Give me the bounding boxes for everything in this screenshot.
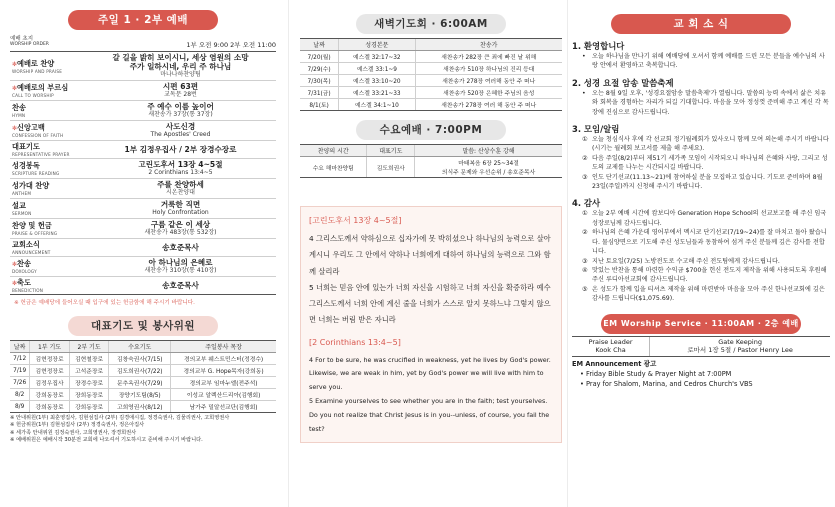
table-cell: 고희영권사(8/12) bbox=[109, 401, 171, 413]
order-label-en: WORSHIP AND PRAISE bbox=[12, 68, 63, 74]
order-title: 시편 63편 bbox=[162, 82, 199, 91]
note-line: ※ 예배위원은 예배시작 30분전 교회에 나오셔서 기도하시고 준비해 주시기 바랍니다. bbox=[10, 436, 203, 443]
news-item bbox=[582, 154, 830, 173]
table-cell: 새찬송가 282장 큰 죄에 빠진 날 위해 bbox=[415, 51, 562, 63]
order-label bbox=[10, 81, 85, 101]
note-line: ※ 세가족 안내위원 김정숙권사, 고희영권사, 장경희권사 bbox=[10, 429, 137, 436]
praise-team: 수요 해마찬양팀 bbox=[300, 157, 367, 178]
em-service-title: EM Worship Service · 11:00AM · 2층 예배실 bbox=[601, 314, 801, 334]
news-item bbox=[582, 173, 830, 192]
table-cell: 8/2 bbox=[10, 389, 30, 401]
table-cell: 장양기도팀(8/5) bbox=[109, 389, 171, 401]
bullet-icon: • bbox=[580, 379, 586, 388]
news-list bbox=[572, 52, 830, 71]
bullet-icon: ② bbox=[582, 229, 588, 237]
column-header: 성경본문 bbox=[339, 39, 415, 51]
table-cell: 8/1(토) bbox=[300, 99, 339, 111]
order-subtitle: 새찬송가 483장(통 532장) bbox=[144, 229, 217, 236]
table-cell: 경의교부 웨스트민스터(정경수) bbox=[171, 353, 276, 365]
table-row bbox=[10, 401, 276, 413]
em-announcements bbox=[572, 359, 830, 389]
table-cell: 새찬송가 520장 은혜한 주님의 음성 bbox=[415, 87, 562, 99]
order-content bbox=[85, 81, 276, 101]
table-cell: 예스겔 32:17~32 bbox=[339, 51, 415, 63]
order-title: 사도신경 bbox=[165, 122, 196, 131]
standing-mark-icon: ✻ bbox=[12, 60, 18, 68]
order-label-text: 예배로의 부르심 bbox=[17, 83, 69, 92]
verse-ko: 5 너희는 믿음 안에 있는가 너희 자신을 시험하고 너희 자신을 확증하라 예수 그리스도께서 너희 안에 계신 줄을 너희가 스스로 알지 못하느냐 그렇지 않으면 너희는 버림 받은 자니라 bbox=[309, 282, 551, 325]
table-cell: 7/30(목) bbox=[300, 75, 339, 87]
order-content bbox=[85, 101, 276, 121]
order-content bbox=[85, 277, 276, 295]
order-label-ko bbox=[12, 201, 83, 211]
order-label-text: 찬송 bbox=[17, 259, 31, 268]
column-header: 말씀: 산상수훈 강해 bbox=[415, 145, 562, 157]
bullet-icon: ① bbox=[582, 136, 588, 144]
order-label-en: CALL TO WORSHIP bbox=[12, 93, 54, 98]
em-announcement-item bbox=[572, 369, 830, 379]
em-announcement-text: Friday Bible Study & Prayer Night at 7:00PM bbox=[586, 369, 732, 378]
em-cell-value: Kook Cha bbox=[595, 346, 626, 355]
order-label bbox=[10, 141, 85, 159]
column-header: 날짜 bbox=[300, 39, 339, 51]
worship-order-row bbox=[10, 257, 276, 277]
order-content bbox=[85, 179, 276, 199]
news-item bbox=[582, 285, 830, 304]
column-header: 찬양의 시간 bbox=[300, 145, 367, 157]
news-item bbox=[582, 257, 830, 266]
order-subtitle: 새찬송가 310장(통 410장) bbox=[144, 267, 217, 274]
order-subtitle: 시온찬양대 bbox=[166, 189, 195, 196]
em-cell-label: Praise Leader bbox=[588, 337, 633, 346]
table-row bbox=[300, 87, 562, 99]
news-list bbox=[572, 209, 830, 303]
order-content bbox=[85, 52, 276, 81]
table-cell: 김도희권사(7/22) bbox=[109, 365, 171, 377]
order-label-text: 교회소식 bbox=[12, 240, 40, 249]
worship-order-row bbox=[10, 101, 276, 121]
column-header: 날짜 bbox=[10, 341, 30, 353]
column-header: 찬송가 bbox=[415, 39, 562, 51]
sermon-info bbox=[415, 157, 562, 178]
news-list bbox=[572, 89, 830, 117]
standing-mark-icon: ✻ bbox=[12, 280, 18, 287]
scripture-ref-en: [2 Corinthians 13:4~5] bbox=[309, 338, 401, 348]
table-cell: 7/12 bbox=[10, 353, 30, 365]
order-content bbox=[85, 239, 276, 257]
table-cell: 김현정장로 bbox=[30, 365, 70, 377]
order-subtitle: 2 Corinthians 13:4~5 bbox=[148, 169, 213, 176]
order-label-ko bbox=[12, 83, 83, 93]
table-row bbox=[300, 99, 562, 111]
leader-small: 예배 초지 bbox=[10, 36, 34, 42]
em-cell bbox=[650, 336, 830, 356]
worship-order-row bbox=[10, 141, 276, 159]
table-cell: 8/9 bbox=[10, 401, 30, 413]
order-content bbox=[85, 121, 276, 141]
em-announcement-heading: EM Announcement 광고 bbox=[572, 359, 657, 368]
roster-title: 대표기도 및 봉사위원 bbox=[68, 316, 218, 336]
order-label-en: HYMN bbox=[12, 113, 26, 118]
table-cell: 7/29(수) bbox=[300, 63, 339, 75]
verse-en: 4 For to be sure, he was crucified in weakness, yet he lives by God's power. Likewise, we are weak in him, yet by God's power we will live with him to serve you. bbox=[309, 355, 551, 392]
prayer-leader: 김도희권사 bbox=[367, 157, 415, 178]
news-item-text: 하나님의 은혜 가운데 영어부에서 멕시코 단기선교(7/19~24)를 잘 마치고 돌아 왔습니다. 물심양면으로 기도해 주신 성도님들과 동참하여 섬겨 주신 분들께 깊은 감사를 전합니다. bbox=[592, 229, 827, 256]
order-title: 1부 김정우집사 / 2부 장경수장로 bbox=[124, 145, 237, 154]
order-subtitle: 새찬송가 37장(통 37장) bbox=[148, 111, 213, 118]
verses-korean bbox=[309, 231, 553, 328]
table-cell: 장경수장로 bbox=[69, 377, 109, 389]
church-news bbox=[572, 40, 830, 304]
news-item bbox=[582, 135, 830, 154]
order-label-en: ANTHEM bbox=[12, 191, 32, 196]
worship-order-row bbox=[10, 121, 276, 141]
em-cell-value: 로마서 1장 5절 / Pastor Henry Lee bbox=[687, 346, 793, 355]
column-header: 주일봉사 목장 bbox=[171, 341, 276, 353]
worship-order-header bbox=[10, 34, 276, 49]
order-title-2: 주가 일하시네, 우리 주 하나님 bbox=[129, 62, 232, 71]
fold-line-left bbox=[288, 0, 289, 507]
order-label bbox=[10, 199, 85, 219]
order-label bbox=[10, 121, 85, 141]
service-times: 1부 오전 9:00 2부 오전 11:00 bbox=[186, 41, 276, 49]
order-label-ko bbox=[12, 181, 83, 191]
sermon-passage: 마태복음 6장 25~34절 bbox=[458, 161, 519, 167]
news-item bbox=[582, 228, 830, 256]
order-content bbox=[85, 257, 276, 277]
order-label-ko bbox=[12, 142, 83, 152]
table-cell: 예스겔 33:1~9 bbox=[339, 63, 415, 75]
scripture-box bbox=[300, 206, 562, 443]
news-list bbox=[572, 135, 830, 191]
order-content bbox=[85, 159, 276, 179]
order-subtitle: 마나나하찬양팀 bbox=[160, 71, 201, 78]
order-title: 송호준목사 bbox=[162, 281, 199, 290]
order-label-en: ANNOUNCEMENT bbox=[12, 250, 51, 255]
news-item-text: 오늘 2부 예배 시간에 캄보디아 Generation Hope School의 선교보고를 해 주신 임국성장로님께 감사드립니다. bbox=[592, 210, 827, 227]
table-cell: 7/26 bbox=[10, 377, 30, 389]
order-label bbox=[10, 219, 85, 239]
news-item bbox=[582, 52, 830, 71]
order-label bbox=[10, 239, 85, 257]
worship-order-row bbox=[10, 81, 276, 101]
news-column bbox=[572, 0, 830, 507]
order-label-text: 설교 bbox=[12, 201, 26, 210]
order-label bbox=[10, 159, 85, 179]
table-cell: 김현철장로 bbox=[69, 353, 109, 365]
worship-order-label: WORSHIP ORDER bbox=[10, 42, 49, 47]
bullet-icon: ③ bbox=[582, 257, 588, 265]
order-subtitle: 교독문 28번 bbox=[164, 91, 197, 98]
order-label-ko bbox=[12, 103, 83, 113]
news-item-text: 다음 주일(8/2)부터 제51기 세가족 모임이 시작되오니 하나님의 은혜와 사랑, 그리고 성도의 교제를 나누는 시간되시길 바랍니다. bbox=[592, 154, 828, 172]
order-title: 구름 같은 이 세상 bbox=[150, 220, 211, 229]
note-line: ※ 헌금위원(1부) 김현섬집사 (2부) 정경숙권사, 정은아집사 bbox=[10, 422, 145, 429]
table-row bbox=[300, 75, 562, 87]
bullet-icon: ③ bbox=[582, 173, 588, 181]
table-cell: 7/20(월) bbox=[300, 51, 339, 63]
worship-order-table bbox=[10, 51, 276, 295]
table-row bbox=[300, 157, 562, 178]
table-cell: 새찬송가 510장 하나님의 진리 등대 bbox=[415, 63, 562, 75]
news-item-text: 온 성도가 함께 입을 티셔츠 제작을 위해 마련받아 마음을 모아 주신 한나선교회에 깊은 감사를 드립니다($1,075.69). bbox=[592, 285, 825, 303]
news-section-heading: 1. 환영합니다 bbox=[572, 41, 625, 51]
note-line: ※ 안내위원(1부) 최훈영집사, 김현섬집사 (2부) 김경애시집, 정경숙권사, 김물리권사, 고희영권사 bbox=[10, 415, 230, 421]
worship-column bbox=[10, 0, 276, 507]
order-content bbox=[85, 199, 276, 219]
table-row bbox=[10, 353, 276, 365]
standing-mark-icon: ✻ bbox=[12, 85, 18, 92]
bullet-icon: ④ bbox=[582, 266, 588, 274]
table-cell: 문추옥권사(7/29) bbox=[109, 377, 171, 389]
bullet-icon: • bbox=[580, 369, 586, 378]
bullet-icon: • bbox=[582, 89, 586, 97]
order-label-ko bbox=[12, 259, 83, 269]
order-label bbox=[10, 52, 85, 81]
table-cell: 고석준장로 bbox=[69, 365, 109, 377]
wednesday-title: 수요예배 · 7:00PM bbox=[356, 120, 506, 140]
column-header: 1부 기도 bbox=[30, 341, 70, 353]
table-cell: 예스겔 34:1~10 bbox=[339, 99, 415, 111]
order-label bbox=[10, 179, 85, 199]
order-label-text: 예배로 찬양 bbox=[17, 58, 55, 68]
table-row bbox=[300, 63, 562, 75]
prayer-scripture-column bbox=[300, 0, 562, 507]
order-label-en: SCRIPTURE READING bbox=[12, 171, 60, 176]
table-cell: 새찬송가 278장 여러 해 동안 주 떠나 bbox=[415, 99, 562, 111]
table-cell: 경의교부 임마누엘(전주석) bbox=[171, 377, 276, 389]
order-label-text: 성가대 찬양 bbox=[12, 181, 50, 190]
order-label-ko bbox=[12, 278, 83, 288]
order-label-en: REPRESENTATIVE PRAYER bbox=[12, 152, 70, 157]
order-title: 거룩한 직면 bbox=[160, 200, 201, 209]
worship-order-row bbox=[10, 239, 276, 257]
order-label-text: 축도 bbox=[17, 278, 31, 287]
order-label-en: PRAISE & OFFERING bbox=[12, 231, 58, 236]
table-header bbox=[300, 39, 562, 51]
news-item bbox=[582, 266, 830, 285]
standing-mark-icon: ✻ bbox=[12, 125, 18, 132]
order-label bbox=[10, 101, 85, 121]
worship-order-row bbox=[10, 277, 276, 295]
news-title: 교 회 소 식 bbox=[611, 14, 791, 34]
news-item-text: 오늘 하나님을 만나기 위해 예배당에 오셔서 함께 예배를 드린 모든 분들을 예수님의 사랑 안에서 환영하고 축복합니다. bbox=[592, 53, 825, 70]
verse-en: 5 Examine yourselves to see whether you are in the faith; test yourselves. Do you not realize that Christ Jesus is in you--unless, of course, you fail the test? bbox=[309, 397, 550, 433]
worship-order-row bbox=[10, 199, 276, 219]
table-cell: 이성교 알렉산드리아(김행회) bbox=[171, 389, 276, 401]
table-header bbox=[10, 341, 276, 353]
news-item-text: 오늘 청심식사 후에 각 선교회 정기월례회가 있사오니 함께 모여 의논해 주시기 바랍니다(시기는 월례회 보고서를 제출 해 주세요). bbox=[592, 136, 829, 153]
table-cell: 강희동장로 bbox=[30, 389, 70, 401]
table-row bbox=[300, 51, 562, 63]
table-row bbox=[10, 365, 276, 377]
order-label-en: BENEDICTION bbox=[12, 288, 44, 293]
scripture-ref-ko: [고린도후서 13장 4~5절] bbox=[309, 216, 402, 225]
table-row bbox=[10, 389, 276, 401]
order-label-text: 찬송 bbox=[12, 103, 26, 112]
sermon-topic: 의식주 문제와 우선순위 / 송호준목사 bbox=[441, 170, 536, 176]
em-announcement-text: Pray for Shalom, Marina, and Cedros Church's VBS bbox=[586, 379, 753, 388]
offering-note: ※ 헌금은 예배당에 들어오실 때 입구에 있는 헌금함에 해 주시기 바랍니다. bbox=[14, 300, 195, 306]
em-cell bbox=[572, 336, 650, 356]
news-item-text: 오는 8월 9일 오후, '성경요절암송 말씀축제'가 열립니다. 말씀의 능력 속에서 삶은 치유와 회복을 경험하는 자리가 되길 기대합니다. 마음을 모아 정성껏 준비해 주고 계신 각 목장에 진심으로 감사드립니다. bbox=[592, 89, 829, 116]
order-label bbox=[10, 257, 85, 277]
order-title: 송호준목사 bbox=[162, 243, 199, 252]
table-cell: 김현정장로 bbox=[30, 353, 70, 365]
fold-line-right bbox=[567, 0, 568, 507]
table-cell: 김창숙권사(7/15) bbox=[109, 353, 171, 365]
table-cell: 김정우집사 bbox=[30, 377, 70, 389]
news-item-text: 인도 단기선교(11.13~21)에 참여하실 분을 모집하고 있습니다. 기도로 준비하며 8월 23일(주일)까지 신청해 주시기 바랍니다. bbox=[592, 173, 823, 191]
table-cell: 강희동장로 bbox=[69, 401, 109, 413]
order-content bbox=[85, 141, 276, 159]
worship-order-row bbox=[10, 52, 276, 81]
table-cell: 강희동장로 bbox=[30, 401, 70, 413]
news-item bbox=[582, 209, 830, 228]
news-section-heading: 4. 감사 bbox=[572, 198, 601, 209]
worship-order-row bbox=[10, 219, 276, 239]
order-label-text: 신앙고백 bbox=[17, 123, 45, 132]
column-header: 수요기도 bbox=[109, 341, 171, 353]
dawn-prayer-title: 새벽기도회 · 6:00AM bbox=[356, 14, 506, 34]
order-label-ko bbox=[12, 123, 83, 133]
table-cell: 7/31(금) bbox=[300, 87, 339, 99]
wednesday-table bbox=[300, 144, 562, 178]
order-title: 아 하나님의 은혜로 bbox=[148, 258, 213, 267]
order-label-ko bbox=[12, 59, 83, 69]
worship-order-row bbox=[10, 159, 276, 179]
news-section-heading: 3. 모임/알림 bbox=[572, 124, 620, 135]
column-header: 2부 기도 bbox=[69, 341, 109, 353]
table-cell: 7/19 bbox=[10, 365, 30, 377]
table-cell: 새찬송가 278장 여러해 동안 주 떠나 bbox=[415, 75, 562, 87]
order-label-en: CONFESSION OF FAITH bbox=[12, 133, 64, 138]
table-cell: 장희동장로 bbox=[69, 389, 109, 401]
order-content bbox=[85, 219, 276, 239]
news-item bbox=[582, 89, 830, 117]
em-cell-label: Gate Keeping bbox=[718, 337, 762, 346]
column-header: 대표기도 bbox=[367, 145, 415, 157]
news-item-text: 지난 토요일(7/25) 노방전도로 수고해 주신 전도팀에게 감사드립니다. bbox=[592, 257, 780, 265]
order-label-text: 찬양 및 헌금 bbox=[12, 221, 52, 230]
table-header bbox=[300, 145, 562, 157]
bullet-icon: • bbox=[582, 53, 586, 60]
worship-order-row bbox=[10, 179, 276, 199]
order-subtitle: Holy Confrontation bbox=[152, 209, 209, 216]
order-label-ko bbox=[12, 221, 83, 231]
sunday-worship-title: 주일 1 · 2부 예배 bbox=[68, 10, 218, 30]
verse-ko: 4 그리스도께서 약하심으로 십자가에 못 박히셨으나 하나님의 능력으로 살아 계시니 우리도 그 안에서 약하나 너희에게 대하여 하나님의 능력으로 그와 함께 살리라 bbox=[309, 234, 551, 276]
order-title: 고린도후서 13장 4~5절 bbox=[138, 160, 223, 169]
bullet-icon: ① bbox=[582, 210, 588, 218]
dawn-prayer-table bbox=[300, 38, 562, 111]
order-label-text: 대표기도 bbox=[12, 142, 40, 151]
order-label-text: 성경봉독 bbox=[12, 161, 40, 170]
order-label-en: SERMON bbox=[12, 211, 32, 216]
service-notes bbox=[10, 415, 276, 444]
order-subtitle: The Apostles' Creed bbox=[150, 131, 211, 138]
order-label-ko bbox=[12, 161, 83, 171]
table-cell: 경의교부 G. Hope목자(강희동) bbox=[171, 365, 276, 377]
bullet-icon: ② bbox=[582, 154, 588, 162]
verses-english bbox=[309, 354, 553, 437]
order-label bbox=[10, 277, 85, 295]
order-label-ko bbox=[12, 240, 83, 250]
em-announcement-item bbox=[572, 379, 830, 389]
table-row bbox=[10, 377, 276, 389]
table-cell: 예스겔 33:10~20 bbox=[339, 75, 415, 87]
standing-mark-icon: ✻ bbox=[12, 261, 18, 268]
table-cell: 예스겔 33:21~33 bbox=[339, 87, 415, 99]
order-title: 주 예수 이름 높이어 bbox=[147, 102, 214, 111]
news-section-heading: 2. 성경 요절 암송 말씀축제 bbox=[572, 77, 674, 88]
news-item-text: 맛있는 반찬을 통해 마련한 수익금 $700을 헌신 전도지 제작을 위해 사용되도록 후원해 주신 루디아선교회에 감사드립니다. bbox=[592, 266, 827, 284]
table-cell: 남가주 밀알선교단(김행회) bbox=[171, 401, 276, 413]
roster-table bbox=[10, 340, 276, 413]
order-title: 주를 찬양하세 bbox=[157, 180, 204, 189]
order-label-en: DOXOLOGY bbox=[12, 269, 37, 274]
bullet-icon: ⑤ bbox=[582, 285, 588, 293]
order-title: 갈 길을 밝히 보이시니, 세상 염원의 소망 bbox=[112, 53, 249, 62]
